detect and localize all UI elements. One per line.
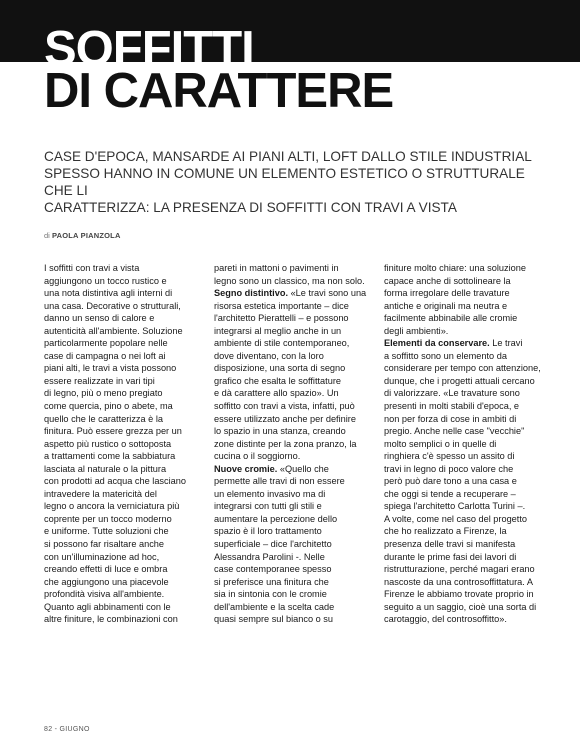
body-text: di valorizzare. «Le travature sono — [384, 388, 520, 399]
body-text: A volte, come nel caso del progetto — [384, 513, 528, 524]
body-line — [214, 275, 364, 288]
body-text: legno sono un classico, ma non solo. — [214, 275, 365, 286]
body-text: lasciata al naturale o la pittura — [44, 463, 167, 474]
body-text: intravedere la matericità del — [44, 488, 157, 499]
body-text: piani alti, le travi a vista possono — [44, 363, 177, 374]
body-line — [44, 350, 194, 363]
body-text: di legno, più o meno pregiato — [44, 388, 163, 399]
subtitle-line: CARATTERIZZA: LA PRESENZA DI SOFFITTI CON TRAVI A VISTA — [44, 200, 457, 215]
body-text: si possono far risaltare anche — [44, 539, 165, 550]
body-line — [384, 262, 534, 275]
body-line — [384, 425, 534, 438]
body-line — [384, 287, 534, 300]
body-text: creando effetti di luce e ombra — [44, 564, 168, 575]
title-line-2: DI CARATTERE — [44, 64, 394, 118]
body-text: permette alle travi di non essere — [214, 476, 345, 487]
body-text: aumentare la percezione dello — [214, 513, 338, 524]
body-text: e uniforme. Tutte soluzioni che — [44, 526, 169, 537]
body-line — [214, 337, 364, 350]
body-line — [214, 387, 364, 400]
body-line — [214, 300, 364, 313]
body-line — [384, 362, 541, 375]
body-line — [214, 513, 364, 526]
body-line — [44, 425, 194, 438]
body-line — [384, 463, 534, 476]
byline-author: PAOLA PIANZOLA — [51, 231, 121, 240]
body-line — [44, 538, 194, 551]
body-line — [214, 312, 364, 325]
body-text: integrarsi al meglio anche in un — [214, 325, 342, 336]
body-line — [384, 450, 534, 463]
body-text: legno o ancora la verniciatura più — [44, 501, 180, 512]
body-line — [384, 375, 534, 388]
body-line — [214, 576, 364, 589]
body-text: I soffitti con travi a vista — [44, 263, 140, 273]
body-text: nascoste da una controsoffittatura. A — [384, 576, 533, 587]
body-text: Le travi — [489, 338, 523, 349]
body-line — [384, 588, 534, 601]
body-text: un elemento invasivo ma di — [214, 488, 326, 499]
body-line — [214, 375, 364, 388]
body-line — [214, 413, 364, 426]
body-line — [44, 287, 194, 300]
body-text: ringhiera c'è spesso un assito di — [384, 451, 515, 462]
body-text: risorsa estetica importante – dice — [214, 300, 349, 311]
body-text: soffitto con travi a vista, infatti, può — [214, 401, 355, 412]
section-heading: Nuove cromie. — [214, 463, 278, 474]
body-text: ambiente di stile contemporaneo, — [214, 338, 350, 349]
body-text: si preferisce una finitura che — [214, 576, 329, 587]
body-line — [214, 613, 364, 626]
body-line — [44, 375, 194, 388]
body-text: dell'ambiente e la scelta cade — [214, 601, 335, 612]
page-footer: 82 - GIUGNO — [44, 726, 90, 733]
body-line — [214, 450, 364, 463]
body-line — [214, 500, 364, 513]
body-line — [384, 387, 534, 400]
body-text: Alessandra Parolini -. Nelle — [214, 551, 325, 562]
body-text: «Quello che — [277, 463, 329, 474]
body-line — [44, 488, 194, 501]
body-text: ristrutturazione, perché magari erano — [384, 564, 535, 575]
body-text: sia in sintonia con le cromie — [214, 589, 327, 600]
body-line — [384, 325, 534, 338]
body-line — [44, 588, 194, 601]
title-line-1: SOFFITTI — [44, 22, 254, 76]
body-text: carotaggio, del controsoffitto». — [384, 614, 507, 625]
body-text: superficiale – dice l'architetto — [214, 539, 332, 550]
body-text: particolarmente popolare nelle — [44, 338, 168, 349]
body-text: altre finiture, le combinazioni con — [44, 614, 178, 625]
body-line — [44, 475, 194, 488]
body-text: spiega l'architetto Carlotta Turini –. — [384, 501, 526, 512]
body-text: però può dare tono a una casa e — [384, 476, 517, 487]
body-line — [44, 312, 194, 325]
body-line — [384, 438, 534, 451]
body-line — [44, 551, 194, 564]
body-line — [44, 613, 194, 626]
text-column-1 — [44, 262, 194, 626]
body-line — [384, 500, 534, 513]
subtitle-line: SPESSO HANNO IN COMUNE UN ELEMENTO ESTETICO O STRUTTURALE CHE LI — [44, 166, 525, 198]
body-text: finiture molto chiare: una soluzione — [384, 263, 526, 273]
body-text: profondità visiva all'ambiente. — [44, 589, 165, 600]
body-text: zone distinte per la zona pranzo, la — [214, 438, 357, 449]
body-line — [214, 601, 364, 614]
body-line — [214, 488, 364, 501]
body-text: danno un senso di calore e — [44, 313, 155, 324]
body-line — [214, 563, 364, 576]
body-line — [44, 513, 194, 526]
body-text: pareti in mattoni o pavimenti in — [214, 263, 339, 273]
text-column-3 — [384, 262, 541, 626]
body-text: che ho realizzato a Firenze, la — [384, 526, 507, 537]
body-line — [214, 350, 364, 363]
body-text: che aggiungono una piacevole — [44, 576, 169, 587]
body-text: spazio è il loro trattamento — [214, 526, 322, 537]
body-line — [44, 400, 194, 413]
body-line — [214, 425, 364, 438]
body-text: a trattamenti come la sabbiatura — [44, 451, 176, 462]
body-line — [44, 337, 194, 350]
body-text: dunque, che i progetti attuali cercano — [384, 375, 535, 386]
body-line — [214, 262, 364, 275]
body-line — [384, 513, 534, 526]
body-line — [44, 463, 194, 476]
body-line — [214, 475, 364, 488]
body-line — [384, 413, 534, 426]
body-line — [214, 588, 364, 601]
body-line — [384, 275, 534, 288]
body-line — [384, 300, 534, 313]
body-text: coprente per un tocco moderno — [44, 513, 172, 524]
body-text: e dà carattere allo spazio». Un — [214, 388, 339, 399]
body-line — [384, 350, 534, 363]
body-text: case di campagna o nei loft ai — [44, 350, 166, 361]
body-line — [214, 538, 364, 551]
body-line — [384, 400, 534, 413]
body-text: con prodotti ad acqua che lasciano — [44, 476, 186, 487]
body-text: considerare per tempo con attenzione, — [384, 363, 541, 374]
body-line — [44, 362, 194, 375]
body-line — [214, 362, 364, 375]
body-line — [214, 438, 364, 451]
body-text: facilmente abbinabile alle cromie — [384, 313, 518, 324]
body-text: che oggi si tende a recuperare – — [384, 488, 516, 499]
body-text: capace anche di sottolineare la — [384, 275, 511, 286]
body-line — [44, 601, 194, 614]
body-text: l'architetto Pierattelli – e possono — [214, 313, 349, 324]
body-line — [44, 387, 194, 400]
body-text: presenza delle travi si manifesta — [384, 539, 516, 550]
body-text: lo spazio in una stanza, creando — [214, 426, 346, 437]
article-title — [44, 22, 564, 118]
byline-prefix: di — [44, 231, 50, 240]
body-text: Firenze le abbiamo trovate proprio in — [384, 589, 534, 600]
body-text: seguito a un saggio, cioè una sorta di — [384, 601, 537, 612]
body-text: antiche e originali ma neutra e — [384, 300, 508, 311]
body-text: disposizione, una sorta di segno — [214, 363, 346, 374]
body-line — [44, 438, 194, 451]
body-line — [384, 538, 534, 551]
body-line — [44, 413, 194, 426]
body-text: durante le prime fasi dei lavori di — [384, 551, 517, 562]
body-text: presenti in molti stabili d'epoca, e — [384, 401, 520, 412]
body-line — [384, 337, 534, 350]
body-text: aspetto più rustico o sottoposta — [44, 438, 172, 449]
body-text: grafico che esalta le soffittature — [214, 375, 341, 386]
byline — [44, 231, 121, 240]
body-line — [384, 525, 534, 538]
body-line — [44, 262, 194, 275]
body-line — [384, 613, 534, 626]
body-text: pregio. Anche nelle case "vecchie" — [384, 426, 525, 437]
body-text: dove diventano, con la loro — [214, 350, 324, 361]
body-text: quello che le caratterizza è la — [44, 413, 163, 424]
body-text: molto semplici o in quelle di — [384, 438, 497, 449]
body-text: quasi sempre sul bianco o su — [214, 614, 333, 625]
subtitle-line: CASE D'EPOCA, MANSARDE AI PIANI ALTI, LOFT DALLO STILE INDUSTRIAL — [44, 149, 532, 164]
body-text: Quanto agli abbinamenti con le — [44, 601, 171, 612]
article-subtitle — [44, 148, 544, 216]
body-text: degli ambienti». — [384, 325, 449, 336]
body-text: integrarsi con tutti gli stili e — [214, 501, 322, 512]
body-text: a soffitto sono un elemento da — [384, 350, 507, 361]
body-line — [214, 463, 364, 476]
body-text: autenticità all'ambiente. Soluzione — [44, 325, 183, 336]
body-text: case contemporanee spesso — [214, 564, 332, 575]
body-line — [214, 325, 364, 338]
body-line — [384, 551, 534, 564]
body-text: cucina o il soggiorno. — [214, 451, 301, 462]
body-line — [384, 312, 534, 325]
body-line — [384, 563, 534, 576]
section-heading: Elementi da conservare. — [384, 338, 490, 349]
body-line — [384, 576, 534, 589]
body-line — [384, 488, 534, 501]
body-text: travi in legno di poco valore che — [384, 463, 514, 474]
body-line — [44, 325, 194, 338]
body-text: una nota distintiva agli interni di — [44, 288, 173, 299]
body-line — [44, 300, 194, 313]
body-line — [44, 576, 194, 589]
body-text: finitura. Può essere grezza per un — [44, 426, 182, 437]
body-line — [384, 601, 537, 614]
body-text: essere utilizzato anche per definire — [214, 413, 356, 424]
body-text: non per forza di cose in ambiti di — [384, 413, 517, 424]
body-line — [384, 475, 534, 488]
body-line — [44, 275, 194, 288]
body-text: «Le travi sono una — [288, 288, 367, 299]
section-heading: Segno distintivo. — [214, 288, 289, 299]
body-line — [44, 525, 194, 538]
body-text: una casa. Decorative o strutturali, — [44, 300, 181, 311]
body-text: aggiungono un tocco rustico e — [44, 275, 167, 286]
body-text: essere realizzate in vari tipi — [44, 375, 155, 386]
body-line — [44, 450, 194, 463]
body-line — [214, 525, 364, 538]
body-text: come quercia, pino o abete, ma — [44, 401, 173, 412]
body-line — [214, 287, 367, 300]
body-line — [214, 400, 364, 413]
body-line — [44, 563, 194, 576]
body-text: con un'illuminazione ad hoc, — [44, 551, 160, 562]
body-line — [44, 500, 194, 513]
text-column-2 — [214, 262, 367, 626]
body-line — [214, 551, 364, 564]
body-text: forma irregolare delle travature — [384, 288, 510, 299]
